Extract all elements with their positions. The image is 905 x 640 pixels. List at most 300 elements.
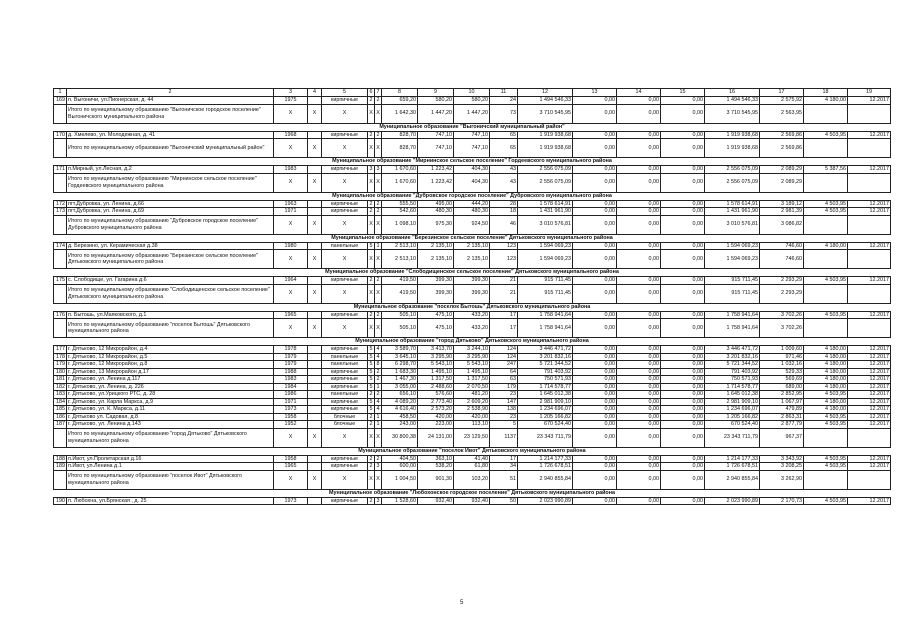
table-cell: 747,10 [418,131,454,139]
table-cell: 179 [54,361,67,369]
table-cell: 247 [490,361,518,369]
address-cell: г. Дятьково, ул. Карла Маркса, д.9 [67,398,274,406]
table-cell: 2 [376,208,380,215]
table-cell: 3 262,90 [760,470,804,489]
table-cell: 419,50 [382,277,418,285]
table-cell: 23 343 711,79 [518,428,573,447]
table-cell: 2 [376,277,380,284]
table-cell: 0,00 [573,200,617,208]
table-cell: 576,60 [418,391,454,399]
table-cell: 1 495,10 [418,368,454,376]
table-cell: 174 [54,242,67,250]
table-cell [308,200,322,208]
table-cell: 404,30 [454,166,490,174]
table-cell: 0,00 [617,200,661,208]
table-cell: 975,30 [418,215,454,234]
table-cell: 0,00 [661,215,705,234]
table-cell: 1 919 938,68 [705,139,760,158]
table-cell: 1 223,42 [418,166,454,174]
table-cell [54,428,67,447]
table-cell: 5 721 344,52 [705,361,760,369]
table-cell: 0,00 [573,250,617,269]
table-cell: 12.2017 [848,497,891,505]
table-cell: 4 180,00 [804,368,848,376]
table-cell: 2 135,10 [454,250,490,269]
table-cell: 0,00 [573,97,617,105]
table-cell: 12.2017 [848,166,891,174]
column-number: 12 [518,89,573,97]
table-cell: 419,50 [382,284,418,303]
table-cell: 580,20 [454,97,490,105]
address-cell: г. Дятьково, ул. К. Маркса, д.11 [67,406,274,414]
table-cell: X [274,284,308,303]
table-cell: 3 201 832,16 [705,353,760,361]
table-cell: X [375,428,382,447]
table-cell: 2 773,40 [418,398,454,406]
column-number: 16 [705,89,760,97]
subtotal-label: Итого по муниципальному образованию "поселок Ивот" Дятьковского муниципального района [67,470,274,489]
table-cell: 12.2017 [848,391,891,399]
table-cell: 5 [369,368,373,375]
table-cell: X [308,139,322,158]
table-cell: 243,00 [382,421,418,429]
table-cell: 0,00 [573,361,617,369]
table-cell: 0,00 [617,173,661,192]
table-cell: 932,40 [418,497,454,505]
table-cell: 2 575,92 [760,97,804,105]
address-cell: пгт.Дубровка, ул. Ленина, д.66 [67,200,274,208]
subtotal-label: Итого по муниципальному образованию "город Дятьково" Дятьковского муниципального района [67,428,274,447]
table-cell: 3 010 576,81 [518,215,573,234]
table-cell: 175 [54,277,67,285]
table-cell: 113,10 [454,421,490,429]
table-cell: 1 009,60 [760,346,804,354]
table-cell: 0,00 [617,284,661,303]
table-cell: кирпичные [322,497,368,505]
table-cell: 181 [54,376,67,384]
table-cell: X [368,284,375,303]
table-cell [308,406,322,414]
table-cell: 5 [369,406,373,413]
table-cell: 12.2017 [848,383,891,391]
subtotal-row [54,428,891,447]
table-cell: 2 513,10 [382,242,418,250]
section-heading-row [54,234,891,242]
table-cell: 0,00 [661,398,705,406]
table-cell: 12.2017 [848,242,891,250]
table-cell: X [375,173,382,192]
table-cell: кирпичные [322,406,368,414]
table-cell: 4 [376,353,380,360]
table-cell [308,497,322,505]
table-cell: 0,00 [661,413,705,421]
table-cell: 1 004,50 [382,470,418,489]
section-heading: Муниципальное образование "поселок Ивот" Дятьковского муниципального района [54,447,891,455]
table-cell: 555,50 [382,200,418,208]
table-cell: 0,00 [661,391,705,399]
table-cell: 3 710 545,95 [705,104,760,123]
table-cell: 3 [369,166,373,173]
table-cell: 5 543,10 [418,361,454,369]
section-heading-row [54,338,891,346]
table-cell: 12.2017 [848,361,891,369]
section-heading-row [54,447,891,455]
table-cell [54,319,67,338]
table-cell: 5 [369,242,373,249]
table-cell: 21 [490,277,518,285]
table-cell: 0,00 [661,376,705,384]
table-cell: 433,20 [454,311,490,319]
table-cell: 170 [54,131,67,139]
table-cell: 1 494 546,33 [518,97,573,105]
table-cell: 0,00 [573,166,617,174]
table-cell: 791 403,92 [518,368,573,376]
table-cell: 1971 [274,398,308,406]
address-cell: п. Выгоничи, ул.Пионерская, д. 44 [67,97,274,105]
table-cell: 1 [376,383,380,390]
table-cell: 41,40 [454,455,490,463]
table-cell [848,250,891,269]
table-cell: 172 [54,200,67,208]
table-cell: 12.2017 [848,208,891,216]
table-cell: 399,30 [454,277,490,285]
table-cell: 185 [54,406,67,414]
table-cell: 1979 [274,353,308,361]
column-number: 7 [376,89,380,96]
table-cell: 3 244,10 [454,346,490,354]
table-cell [54,284,67,303]
table-cell: 0,00 [661,361,705,369]
table-cell: 2 023 990,89 [705,497,760,505]
table-cell: 103,20 [454,470,490,489]
table-cell: 2 070,50 [454,383,490,391]
table-cell: 2 [376,376,380,383]
table-cell: 43 [490,166,518,174]
table-cell: 1 919 938,68 [518,131,573,139]
subtotal-label: Итого по муниципальному образованию "Березинское сельское поселение" Дятьковского муниципального района [67,250,274,269]
table-cell: 901,30 [418,470,454,489]
table-cell: 1988 [274,368,308,376]
table-cell: 0,00 [617,250,661,269]
table-cell [308,398,322,406]
table-cell: 0,00 [617,383,661,391]
table-cell: 4 180,00 [804,376,848,384]
table-cell: панельные [322,391,368,399]
table-cell: 0,00 [661,242,705,250]
table-cell: 747,10 [454,131,490,139]
table-cell [308,368,322,376]
table-cell: 171 [54,166,67,174]
table-cell: 2 981 909,10 [705,398,760,406]
table-cell: 0,00 [573,319,617,338]
table-cell: 189 [54,463,67,471]
table-cell: 2 293,29 [760,277,804,285]
subtotal-label: Итого по муниципальному образованию "Выгоничское городское поселение" Выгоничского муниципального района [67,104,274,123]
address-cell: д. Березино, ул. Керамическая д.38 [67,242,274,250]
table-cell: 2 089,29 [760,173,804,192]
table-cell: 1 919 938,68 [518,139,573,158]
table-cell: 529,33 [760,368,804,376]
table-cell [804,215,848,234]
table-cell: 30 800,38 [382,428,418,447]
table-cell: 538,20 [418,463,454,471]
table-cell: 147 [490,398,518,406]
table-cell [308,166,322,174]
table-cell: 4 503,95 [804,421,848,429]
table-cell: X [322,250,368,269]
section-heading: Муниципальное образование "Мирнинское сельское поселение" Гордеевского муниципального района [54,158,891,166]
column-number: 18 [804,89,848,97]
table-cell: 2 [369,277,373,284]
table-cell: 791 403,92 [705,368,760,376]
table-cell: 2 [369,200,373,207]
table-cell: кирпичные [322,346,368,354]
table-cell: 0,00 [617,470,661,489]
table-row [54,361,891,369]
table-cell: 4 180,00 [804,97,848,105]
column-number-row [54,89,891,97]
table-cell: 51 [490,470,518,489]
table-cell: 1978 [274,346,308,354]
table-cell: 1 [376,242,380,249]
table-cell: X [308,250,322,269]
table-cell: 4 089,20 [382,398,418,406]
table-row [54,376,891,384]
table-cell: 65 [490,131,518,139]
subtotal-row [54,139,891,158]
table-cell: 0,00 [573,455,617,463]
table-cell: 0,00 [573,376,617,384]
column-number: 4 [308,89,322,97]
table-cell: 21 [490,284,518,303]
column-number: 9 [418,89,454,97]
table-cell: 124 [490,346,518,354]
table-cell: X [322,284,368,303]
table-cell: 28 [490,200,518,208]
table-cell [848,428,891,447]
address-cell: п.Мирный, ул.Лесная, д.2 [67,166,274,174]
table-cell: 0,00 [617,368,661,376]
subtotal-label: Итого по муниципальному образованию "Дубровское городское поселение" Дубровского муниципального района [67,215,274,234]
table-cell: 12.2017 [848,455,891,463]
table-cell: 0,00 [573,284,617,303]
table-cell: 123 [490,250,518,269]
table-cell: кирпичные [322,398,368,406]
table-cell: X [322,173,368,192]
table-cell: 2 [369,391,373,398]
table-cell: 4 503,95 [804,277,848,285]
table-cell: панельные [322,353,368,361]
table-cell: 1 726 678,51 [518,463,573,471]
table-cell: 1 714 578,77 [705,383,760,391]
table-cell: 1984 [274,383,308,391]
table-cell: 0,00 [617,421,661,429]
table-cell [848,173,891,192]
table-cell: 1 467,30 [382,376,418,384]
table-cell: 399,30 [454,284,490,303]
table-cell: 3 702,26 [760,319,804,338]
subtotal-row [54,284,891,303]
table-cell: 0,00 [617,376,661,384]
table-row [54,455,891,463]
table-cell: 0,00 [617,361,661,369]
table-cell: X [274,319,308,338]
table-cell: 1 578 614,91 [518,200,573,208]
table-cell: 4 503,95 [804,413,848,421]
table-cell: 0,00 [617,346,661,354]
table-cell [308,391,322,399]
table-cell: 4 180,00 [804,361,848,369]
table-cell: 4 180,00 [804,406,848,414]
table-cell: 0,00 [661,250,705,269]
table-cell: 924,50 [454,215,490,234]
table-cell: X [274,215,308,234]
table-cell: X [274,470,308,489]
table-cell: 0,00 [661,346,705,354]
table-cell: 3 295,90 [454,353,490,361]
table-cell [54,173,67,192]
table-cell [308,361,322,369]
table-cell: 0,00 [617,319,661,338]
table-cell: 1 758 941,64 [518,311,573,319]
table-cell: 0,00 [617,215,661,234]
table-cell [804,173,848,192]
table-cell: 0,00 [661,173,705,192]
table-cell: 2 [369,131,373,138]
table-cell: 50 [490,497,518,505]
table-cell: 4 180,00 [804,353,848,361]
table-cell: 2 863,31 [760,413,804,421]
table-cell: 1975 [274,97,308,105]
table-cell: X [368,470,375,489]
table-cell: кирпичные [322,383,368,391]
table-cell: 23 [490,413,518,421]
table-cell [848,104,891,123]
table-cell: 1 223,42 [418,173,454,192]
table-cell: 2 [376,97,380,104]
table-cell: 444,20 [454,200,490,208]
table-cell: 0,00 [573,406,617,414]
table-cell: 12.2017 [848,353,891,361]
address-cell: г. Дятьково ул. Садовая, д.8 [67,413,274,421]
table-cell [308,376,322,384]
table-cell: 3 446 471,72 [705,346,760,354]
table-cell: 5 [490,421,518,429]
table-cell: 4 503,95 [804,208,848,216]
table-cell: 0,00 [661,497,705,505]
table-cell: X [368,250,375,269]
table-cell: 0,00 [661,104,705,123]
table-cell: 18 [490,208,518,216]
table-cell [308,455,322,463]
table-cell: 6 298,70 [382,361,418,369]
table-cell: кирпичные [322,208,368,216]
table-cell: 1 431 961,90 [705,208,760,216]
table-cell: 0,00 [661,368,705,376]
table-cell: 169 [54,97,67,105]
table-cell: 176 [54,311,67,319]
table-cell: 180 [54,368,67,376]
table-cell: 2 877,79 [760,421,804,429]
table-cell: 480,30 [418,208,454,216]
subtotal-row [54,215,891,234]
table-cell: 17 [490,311,518,319]
table-cell: 2 [369,413,373,420]
table-cell: 0,00 [617,413,661,421]
table-cell: 0,00 [661,455,705,463]
table-cell: 2 [369,455,373,462]
table-cell: 3 201 832,16 [518,353,573,361]
table-cell: 8 [376,361,380,368]
table-cell: X [322,104,368,123]
table-cell [308,353,322,361]
table-cell: 495,00 [418,200,454,208]
table-cell: 0,00 [661,428,705,447]
address-cell: г. Дятьково, 12 Микрорайон, д.8 [67,361,274,369]
table-cell: X [308,319,322,338]
table-row [54,353,891,361]
table-cell: 73 [490,104,518,123]
table-cell: 750 571,93 [705,376,760,384]
table-cell: 600,00 [382,463,418,471]
table-cell: 3 [376,497,380,504]
table-cell: X [375,215,382,234]
table-cell: 0,00 [573,470,617,489]
table-cell: 828,70 [382,131,418,139]
table-cell: 183 [54,391,67,399]
table-cell: 2 556 075,09 [518,173,573,192]
table-cell: блочные [322,421,368,429]
table-cell: 186 [54,413,67,421]
table-cell: 1 726 678,51 [705,463,760,471]
subtotal-row [54,319,891,338]
table-cell: 0,00 [661,319,705,338]
table-cell: 0,00 [661,311,705,319]
table-cell: 1 594 069,23 [518,250,573,269]
table-cell: 1 645 012,38 [705,391,760,399]
table-cell: 433,20 [454,319,490,338]
table-cell: 61,80 [454,463,490,471]
table-row [54,413,891,421]
table-cell: 2 170,73 [760,497,804,505]
table-cell [804,139,848,158]
table-cell: 746,60 [760,242,804,250]
table-cell: 1 447,20 [454,104,490,123]
table-cell: 1 670,60 [382,173,418,192]
table-cell: 1973 [274,497,308,505]
table-cell: 915 711,45 [518,284,573,303]
section-heading: Муниципальное образование "Слободищенское сельское поселение" Дятьковского муниципального района [54,269,891,277]
table-cell: 1968 [274,131,308,139]
table-cell: 2 [376,131,380,138]
table-cell [848,319,891,338]
column-number: 13 [573,89,617,97]
table-cell: X [308,215,322,234]
table-cell: 0,00 [661,200,705,208]
table-cell: 1 317,50 [454,376,490,384]
table-cell: 1 [376,413,380,420]
table-row [54,421,891,429]
table-cell: 2 609,20 [454,398,490,406]
table-cell: 0,00 [573,139,617,158]
table-row [54,200,891,208]
table-cell: 0,00 [617,277,661,285]
table-cell: 4 616,40 [382,406,418,414]
table-row [54,391,891,399]
table-cell: 458,50 [382,413,418,421]
table-cell [54,470,67,489]
table-row [54,277,891,285]
